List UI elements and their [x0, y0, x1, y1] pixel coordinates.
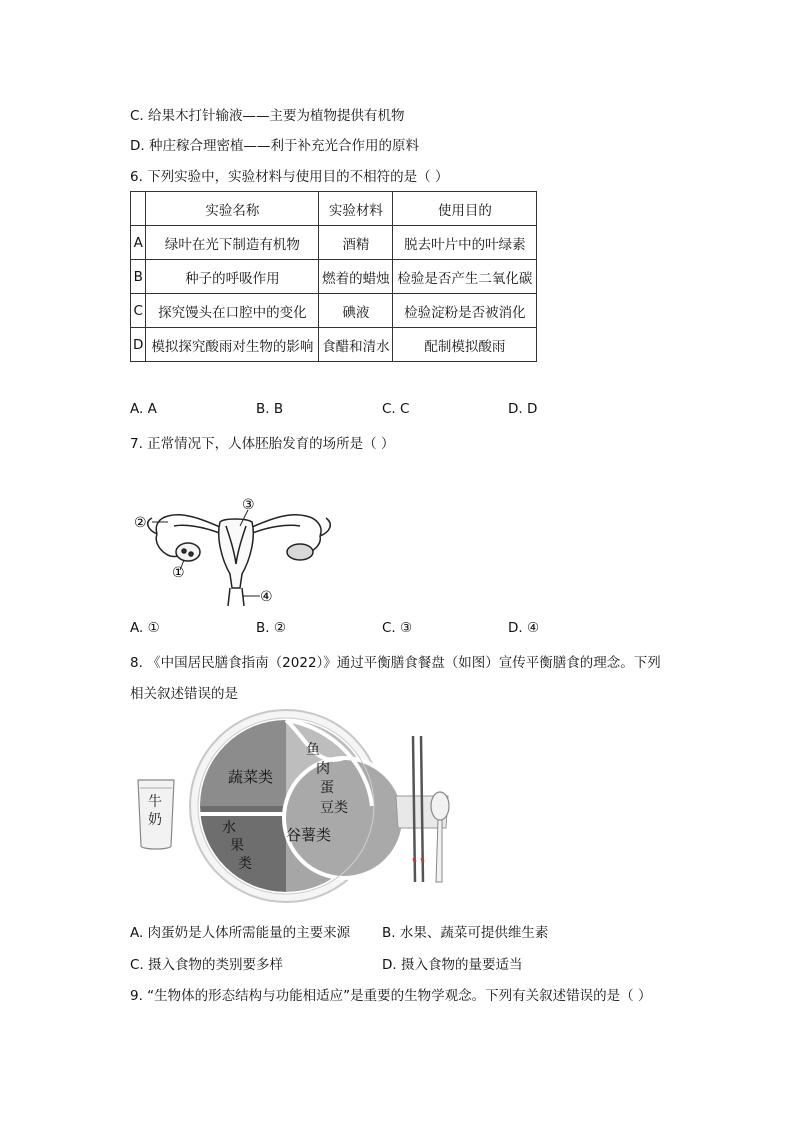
table-cell: B [131, 260, 146, 294]
milk-label-2: 奶 [148, 812, 162, 828]
table-cell: 脱去叶片中的叶绿素 [393, 226, 537, 260]
balanced-diet-plate [136, 708, 466, 910]
table-cell: 检验是否产生二氧化碳 [393, 260, 537, 294]
table-cell: 探究馒头在口腔中的变化 [146, 294, 319, 328]
table-cell: 碘液 [319, 294, 393, 328]
fruit-label-3: 类 [238, 856, 252, 872]
q8-options-row1 [130, 921, 690, 941]
option-a[interactable]: A. 肉蛋奶是人体所需能量的主要来源 [130, 925, 351, 941]
milk-label-1: 牛 [148, 794, 162, 810]
fish-label-1: 鱼 [306, 742, 320, 758]
table-row [131, 294, 537, 328]
option-c[interactable]: C. ③ [382, 620, 413, 636]
q6-options [130, 401, 650, 421]
label-4: ④ [260, 589, 273, 605]
option-b[interactable]: B. 水果、蔬菜可提供维生素 [382, 925, 549, 941]
table-cell: 检验淀粉是否被消化 [393, 294, 537, 328]
q7-stem: 7. 正常情况下，人体胚胎发育的场所是（ ） [130, 436, 395, 452]
q7-options [130, 620, 650, 640]
table-row [131, 260, 537, 294]
option-b[interactable]: B. ② [256, 620, 286, 636]
experiment-table [130, 191, 537, 362]
table-row [131, 328, 537, 362]
fruit-label-2: 果 [230, 838, 244, 854]
option-a[interactable]: A. A [130, 401, 157, 417]
option-c[interactable]: C. C [382, 401, 410, 417]
q9-stem: 9. “生物体的形态结构与功能相适应”是重要的生物学观念。下列有关叙述错误的是（ ） [130, 988, 652, 1004]
milk-glass [138, 780, 174, 849]
uterus-diagram [130, 494, 340, 608]
option-b[interactable]: B. B [256, 401, 284, 417]
table-cell: A [131, 226, 146, 260]
label-2: ② [134, 515, 147, 531]
fish-label-3: 蛋 [320, 780, 334, 796]
table-cell: 燃着的蜡烛 [319, 260, 393, 294]
fish-label-2: 肉 [316, 761, 330, 777]
table-cell: C [131, 294, 146, 328]
q8-stem-line1: 8. 《中国居民膳食指南（2022）》通过平衡膳食餐盘（如图）宣传平衡膳食的理念。下列 [130, 655, 661, 671]
table-header-cell: 使用目的 [393, 192, 537, 226]
option-d-line: D. 种庄稼合理密植——利于补充光合作用的原料 [130, 138, 419, 154]
option-d[interactable]: D. 摄入食物的量要适当 [382, 957, 523, 973]
table-cell: 配制模拟酸雨 [393, 328, 537, 362]
fruit-label-1: 水 [222, 820, 236, 836]
veg-label: 蔬菜类 [228, 768, 274, 786]
q8-stem-line2: 相关叙述错误的是 [130, 686, 238, 702]
table-cell: 绿叶在光下制造有机物 [146, 226, 319, 260]
table-cell: 酒精 [319, 226, 393, 260]
option-c[interactable]: C. 摄入食物的类别要多样 [130, 957, 284, 973]
table-cell: 种子的呼吸作用 [146, 260, 319, 294]
fish-label-4: 豆类 [320, 800, 348, 816]
table-header-cell: 实验名称 [146, 192, 319, 226]
grain-label: 谷薯类 [286, 826, 332, 844]
option-d[interactable]: D. D [508, 401, 538, 417]
table-cell: 模拟探究酸雨对生物的影响 [146, 328, 319, 362]
label-3: ③ [242, 497, 255, 513]
table-header-cell [131, 192, 146, 226]
option-c-line: C. 给果木打针输液——主要为植物提供有机物 [130, 108, 405, 124]
q6-stem: 6. 下列实验中，实验材料与使用目的不相符的是（ ） [130, 169, 449, 185]
q8-options-row2 [130, 953, 690, 973]
table-cell: 食醋和清水 [319, 328, 393, 362]
table-header-cell: 实验材料 [319, 192, 393, 226]
table-cell: D [131, 328, 146, 362]
option-a[interactable]: A. ① [130, 620, 160, 636]
option-d[interactable]: D. ④ [508, 620, 540, 636]
table-row [131, 226, 537, 260]
chopsticks-and-spoon [396, 736, 449, 882]
table-header-row [131, 192, 537, 226]
label-1: ① [172, 565, 185, 581]
